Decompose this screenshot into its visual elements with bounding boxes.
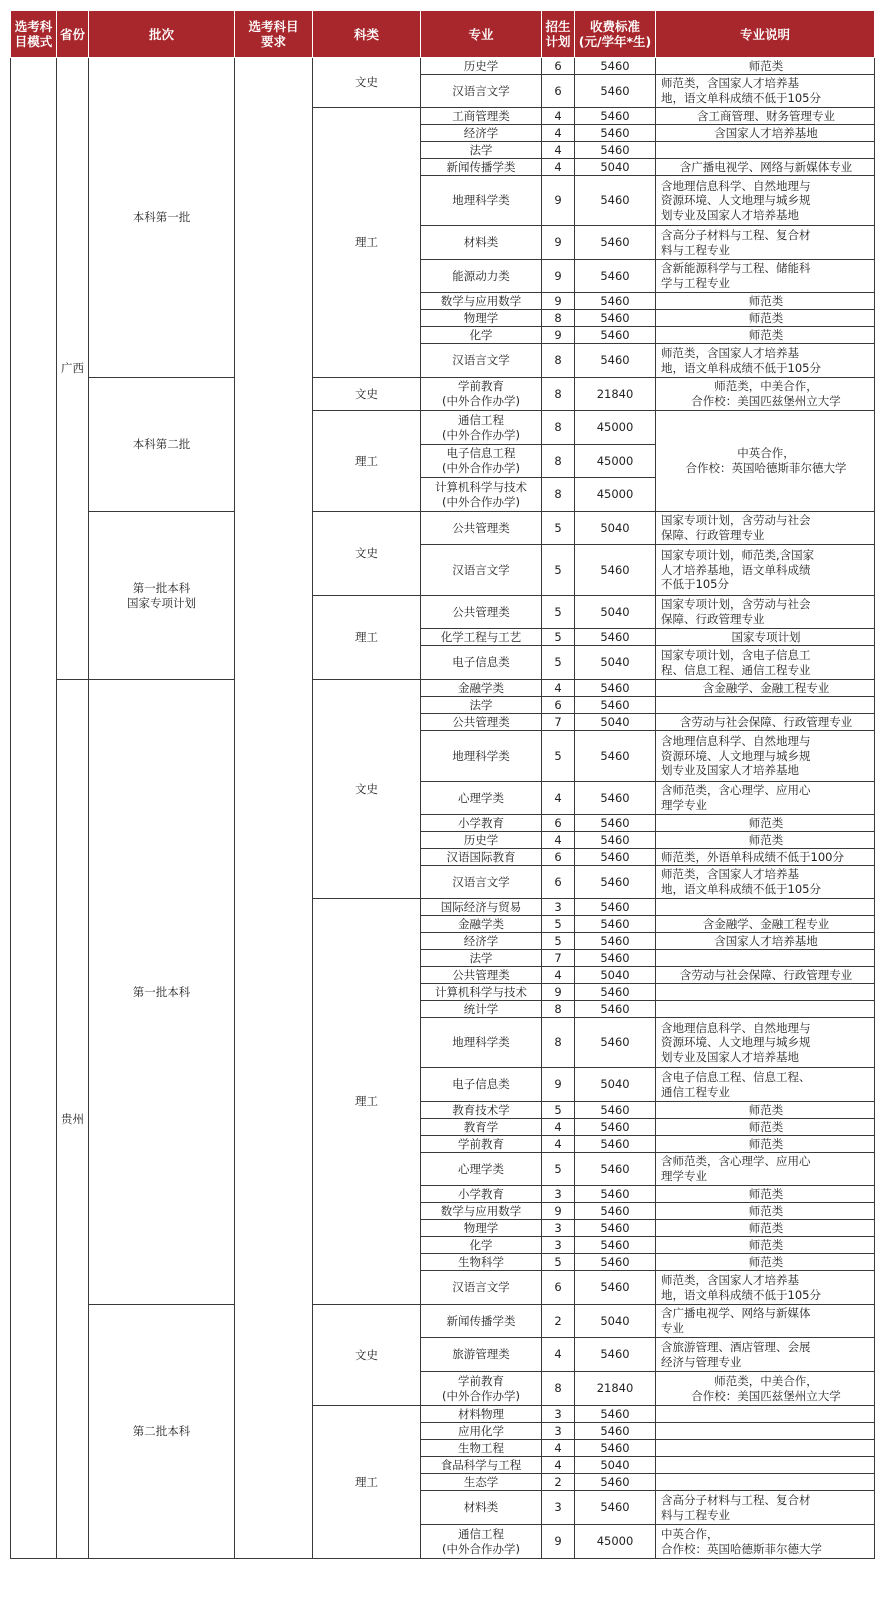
note-cell: 师范类，含国家人才培养基 地，语文单科成绩不低于105分	[656, 344, 875, 378]
note-cell: 师范类	[656, 1102, 875, 1119]
fee-cell: 5460	[575, 1491, 656, 1525]
mode-cell	[11, 58, 57, 1559]
header-major: 专业	[421, 11, 542, 58]
major-cell: 物理学	[421, 1220, 542, 1237]
fee-cell: 21840	[575, 1372, 656, 1406]
plan-cell: 3	[542, 1237, 575, 1254]
note-cell: 师范类	[656, 1220, 875, 1237]
plan-cell: 4	[542, 1457, 575, 1474]
note-cell: 含国家人才培养基地	[656, 125, 875, 142]
plan-cell: 8	[542, 445, 575, 478]
major-cell: 计算机科学与技术 (中外合作办学)	[421, 478, 542, 512]
fee-cell: 5460	[575, 545, 656, 596]
major-cell: 经济学	[421, 125, 542, 142]
note-cell: 国家专项计划，含劳动与社会 保障、行政管理专业	[656, 596, 875, 629]
note-cell: 国家专项计划，含劳动与社会 保障、行政管理专业	[656, 512, 875, 545]
note-cell: 师范类，含国家人才培养基 地，语文单科成绩不低于105分	[656, 1271, 875, 1305]
major-cell: 心理学类	[421, 782, 542, 815]
plan-cell: 6	[542, 815, 575, 832]
note-cell	[656, 1457, 875, 1474]
plan-cell: 8	[542, 378, 575, 411]
fee-cell: 5460	[575, 1220, 656, 1237]
fee-cell: 5460	[575, 344, 656, 378]
plan-cell: 4	[542, 1119, 575, 1136]
plan-cell: 3	[542, 1423, 575, 1440]
major-cell: 电子信息类	[421, 1068, 542, 1102]
note-cell: 含广播电视学、网络与新媒体 专业	[656, 1305, 875, 1338]
plan-cell: 5	[542, 1102, 575, 1119]
major-cell: 汉语国际教育	[421, 849, 542, 866]
note-cell: 师范类	[656, 1119, 875, 1136]
plan-cell: 5	[542, 933, 575, 950]
major-cell: 计算机科学与技术	[421, 984, 542, 1001]
note-cell: 国家专项计划，师范类,含国家 人才培养基地，语文单科成绩 不低于105分	[656, 545, 875, 596]
note-cell	[656, 984, 875, 1001]
note-cell: 含师范类，含心理学、应用心 理学专业	[656, 1153, 875, 1186]
note-cell: 含金融学、金融工程专业	[656, 916, 875, 933]
major-cell: 化学	[421, 1237, 542, 1254]
major-cell: 化学	[421, 327, 542, 344]
fee-cell: 5460	[575, 1186, 656, 1203]
plan-cell: 2	[542, 1305, 575, 1338]
plan-cell: 5	[542, 545, 575, 596]
subject-req-cell	[235, 58, 313, 1559]
note-cell: 含广播电视学、网络与新媒体专业	[656, 159, 875, 176]
major-cell: 生物工程	[421, 1440, 542, 1457]
note-cell: 含高分子材料与工程、复合材 料与工程专业	[656, 1491, 875, 1525]
plan-cell: 6	[542, 849, 575, 866]
fee-cell: 5040	[575, 1068, 656, 1102]
major-cell: 心理学类	[421, 1153, 542, 1186]
fee-cell: 5460	[575, 1136, 656, 1153]
fee-cell: 5040	[575, 159, 656, 176]
major-cell: 法学	[421, 950, 542, 967]
table-body	[11, 58, 875, 1559]
table-row	[11, 58, 875, 75]
plan-cell: 7	[542, 950, 575, 967]
plan-cell: 9	[542, 176, 575, 226]
plan-cell: 3	[542, 1491, 575, 1525]
plan-cell: 6	[542, 1271, 575, 1305]
fee-cell: 45000	[575, 1525, 656, 1559]
fee-cell: 5460	[575, 731, 656, 782]
major-cell: 汉语言文学	[421, 75, 542, 108]
note-cell: 含劳动与社会保障、行政管理专业	[656, 967, 875, 984]
plan-cell: 4	[542, 832, 575, 849]
fee-cell: 5460	[575, 327, 656, 344]
major-cell: 法学	[421, 142, 542, 159]
plan-cell: 5	[542, 731, 575, 782]
note-cell	[656, 1406, 875, 1423]
plan-cell: 4	[542, 1338, 575, 1372]
note-cell: 国家专项计划，含电子信息工 程、信息工程、通信工程专业	[656, 646, 875, 680]
category-cell: 理工	[313, 1406, 421, 1559]
category-cell: 理工	[313, 411, 421, 512]
major-cell: 汉语言文学	[421, 866, 542, 899]
major-cell: 汉语言文学	[421, 344, 542, 378]
major-cell: 学前教育 (中外合作办学)	[421, 1372, 542, 1406]
major-cell: 教育学	[421, 1119, 542, 1136]
fee-cell: 5460	[575, 1474, 656, 1491]
note-cell: 师范类	[656, 1136, 875, 1153]
plan-cell: 9	[542, 1068, 575, 1102]
note-cell: 含旅游管理、酒店管理、会展 经济与管理专业	[656, 1338, 875, 1372]
fee-cell: 5460	[575, 933, 656, 950]
plan-cell: 5	[542, 596, 575, 629]
major-cell: 汉语言文学	[421, 1271, 542, 1305]
plan-cell: 8	[542, 1018, 575, 1068]
plan-cell: 9	[542, 293, 575, 310]
category-cell: 理工	[313, 899, 421, 1305]
fee-cell: 45000	[575, 478, 656, 512]
category-cell: 文史	[313, 378, 421, 411]
plan-cell: 9	[542, 260, 575, 293]
major-cell: 电子信息工程 (中外合作办学)	[421, 445, 542, 478]
major-cell: 小学教育	[421, 1186, 542, 1203]
major-cell: 新闻传播学类	[421, 159, 542, 176]
note-cell	[656, 1423, 875, 1440]
plan-cell: 4	[542, 159, 575, 176]
fee-cell: 5460	[575, 142, 656, 159]
plan-cell: 4	[542, 680, 575, 697]
category-cell: 文史	[313, 1305, 421, 1406]
major-cell: 学前教育	[421, 1136, 542, 1153]
plan-cell: 3	[542, 1406, 575, 1423]
fee-cell: 5460	[575, 815, 656, 832]
plan-cell: 9	[542, 1203, 575, 1220]
plan-cell: 5	[542, 1254, 575, 1271]
fee-cell: 5460	[575, 984, 656, 1001]
major-cell: 历史学	[421, 832, 542, 849]
header-mode: 选考科 目模式	[11, 11, 57, 58]
category-cell: 文史	[313, 680, 421, 899]
plan-cell: 4	[542, 125, 575, 142]
major-cell: 历史学	[421, 58, 542, 75]
major-cell: 通信工程 (中外合作办学)	[421, 1525, 542, 1559]
major-cell: 金融学类	[421, 680, 542, 697]
major-cell: 汉语言文学	[421, 545, 542, 596]
plan-cell: 4	[542, 967, 575, 984]
note-cell: 中英合作， 合作校：英国哈德斯菲尔德大学	[656, 1525, 875, 1559]
note-cell: 师范类	[656, 293, 875, 310]
fee-cell: 5460	[575, 1440, 656, 1457]
major-cell: 法学	[421, 697, 542, 714]
major-cell: 旅游管理类	[421, 1338, 542, 1372]
major-cell: 食品科学与工程	[421, 1457, 542, 1474]
fee-cell: 5460	[575, 1119, 656, 1136]
note-cell	[656, 1474, 875, 1491]
major-cell: 能源动力类	[421, 260, 542, 293]
header-category: 科类	[313, 11, 421, 58]
major-cell: 材料类	[421, 1491, 542, 1525]
plan-cell: 6	[542, 58, 575, 75]
fee-cell: 5460	[575, 226, 656, 260]
plan-cell: 5	[542, 916, 575, 933]
header-plan: 招生 计划	[542, 11, 575, 58]
plan-cell: 4	[542, 782, 575, 815]
note-cell: 含地理信息科学、自然地理与 资源环境、人文地理与城乡规 划专业及国家人才培养基地	[656, 731, 875, 782]
major-cell: 材料物理	[421, 1406, 542, 1423]
plan-cell: 5	[542, 1153, 575, 1186]
fee-cell: 5460	[575, 293, 656, 310]
plan-cell: 8	[542, 478, 575, 512]
category-cell: 理工	[313, 596, 421, 680]
note-cell: 含劳动与社会保障、行政管理专业	[656, 714, 875, 731]
note-cell: 中英合作， 合作校：英国哈德斯菲尔德大学	[656, 411, 875, 512]
major-cell: 金融学类	[421, 916, 542, 933]
header-province: 省份	[57, 11, 89, 58]
fee-cell: 5040	[575, 714, 656, 731]
fee-cell: 5460	[575, 125, 656, 142]
major-cell: 经济学	[421, 933, 542, 950]
fee-cell: 5460	[575, 866, 656, 899]
batch-cell: 第一批本科 国家专项计划	[89, 512, 235, 680]
fee-cell: 5460	[575, 1018, 656, 1068]
plan-cell: 8	[542, 344, 575, 378]
major-cell: 新闻传播学类	[421, 1305, 542, 1338]
note-cell: 师范类，中美合作， 合作校：美国匹兹堡州立大学	[656, 378, 875, 411]
fee-cell: 5460	[575, 899, 656, 916]
plan-cell: 9	[542, 1525, 575, 1559]
major-cell: 公共管理类	[421, 596, 542, 629]
header-batch: 批次	[89, 11, 235, 58]
plan-cell: 9	[542, 327, 575, 344]
fee-cell: 5040	[575, 596, 656, 629]
major-cell: 公共管理类	[421, 512, 542, 545]
province-cell: 贵州	[57, 680, 89, 1559]
header-note: 专业说明	[656, 11, 875, 58]
header-fee: 收费标准 (元/学年*生)	[575, 11, 656, 58]
major-cell: 应用化学	[421, 1423, 542, 1440]
plan-cell: 2	[542, 1474, 575, 1491]
fee-cell: 5460	[575, 629, 656, 646]
plan-cell: 3	[542, 1220, 575, 1237]
major-cell: 公共管理类	[421, 714, 542, 731]
major-cell: 材料类	[421, 226, 542, 260]
plan-cell: 8	[542, 1001, 575, 1018]
plan-cell: 6	[542, 866, 575, 899]
fee-cell: 5460	[575, 1254, 656, 1271]
note-cell: 师范类	[656, 832, 875, 849]
major-cell: 数学与应用数学	[421, 293, 542, 310]
note-cell	[656, 697, 875, 714]
note-cell: 师范类	[656, 1254, 875, 1271]
plan-cell: 8	[542, 411, 575, 445]
fee-cell: 5460	[575, 176, 656, 226]
fee-cell: 5460	[575, 680, 656, 697]
fee-cell: 5040	[575, 512, 656, 545]
note-cell: 师范类	[656, 327, 875, 344]
fee-cell: 45000	[575, 411, 656, 445]
major-cell: 生态学	[421, 1474, 542, 1491]
fee-cell: 5460	[575, 108, 656, 125]
major-cell: 学前教育 (中外合作办学)	[421, 378, 542, 411]
note-cell: 师范类	[656, 1237, 875, 1254]
plan-cell: 4	[542, 108, 575, 125]
fee-cell: 5460	[575, 1338, 656, 1372]
major-cell: 化学工程与工艺	[421, 629, 542, 646]
fee-cell: 5460	[575, 782, 656, 815]
major-cell: 数学与应用数学	[421, 1203, 542, 1220]
note-cell: 师范类，含国家人才培养基 地，语文单科成绩不低于105分	[656, 866, 875, 899]
fee-cell: 5460	[575, 849, 656, 866]
category-cell: 文史	[313, 58, 421, 108]
plan-cell: 9	[542, 984, 575, 1001]
major-cell: 生物科学	[421, 1254, 542, 1271]
major-cell: 小学教育	[421, 815, 542, 832]
major-cell: 地理科学类	[421, 176, 542, 226]
category-cell: 理工	[313, 108, 421, 378]
fee-cell: 5460	[575, 1423, 656, 1440]
major-cell: 通信工程 (中外合作办学)	[421, 411, 542, 445]
fee-cell: 5460	[575, 1203, 656, 1220]
note-cell: 师范类，含国家人才培养基 地，语文单科成绩不低于105分	[656, 75, 875, 108]
note-cell	[656, 1001, 875, 1018]
note-cell: 含电子信息工程、信息工程、 通信工程专业	[656, 1068, 875, 1102]
note-cell: 国家专项计划	[656, 629, 875, 646]
plan-cell: 3	[542, 899, 575, 916]
plan-cell: 6	[542, 697, 575, 714]
note-cell: 含师范类，含心理学、应用心 理学专业	[656, 782, 875, 815]
note-cell: 师范类	[656, 815, 875, 832]
fee-cell: 5460	[575, 697, 656, 714]
plan-cell: 4	[542, 1136, 575, 1153]
fee-cell: 5460	[575, 1001, 656, 1018]
note-cell: 含工商管理、财务管理专业	[656, 108, 875, 125]
fee-cell: 5460	[575, 950, 656, 967]
plan-cell: 8	[542, 310, 575, 327]
batch-cell: 本科第一批	[89, 58, 235, 378]
category-cell: 文史	[313, 512, 421, 596]
header-row	[11, 11, 875, 58]
fee-cell: 5460	[575, 1237, 656, 1254]
note-cell: 含金融学、金融工程专业	[656, 680, 875, 697]
major-cell: 统计学	[421, 1001, 542, 1018]
plan-cell: 6	[542, 75, 575, 108]
note-cell: 师范类	[656, 1186, 875, 1203]
note-cell	[656, 142, 875, 159]
admission-plan-table-container	[10, 10, 875, 1559]
plan-cell: 3	[542, 1186, 575, 1203]
major-cell: 物理学	[421, 310, 542, 327]
province-cell: 广西	[57, 58, 89, 680]
major-cell: 地理科学类	[421, 731, 542, 782]
note-cell: 师范类，中美合作， 合作校：美国匹兹堡州立大学	[656, 1372, 875, 1406]
note-cell: 含地理信息科学、自然地理与 资源环境、人文地理与城乡规 划专业及国家人才培养基地	[656, 1018, 875, 1068]
fee-cell: 5460	[575, 310, 656, 327]
table-row	[11, 1305, 875, 1338]
plan-cell: 7	[542, 714, 575, 731]
batch-cell: 第二批本科	[89, 1305, 235, 1559]
fee-cell: 5460	[575, 75, 656, 108]
fee-cell: 5460	[575, 1102, 656, 1119]
batch-cell: 第一批本科	[89, 680, 235, 1305]
fee-cell: 5460	[575, 832, 656, 849]
plan-cell: 4	[542, 1440, 575, 1457]
plan-cell: 8	[542, 1372, 575, 1406]
note-cell: 含国家人才培养基地	[656, 933, 875, 950]
fee-cell: 21840	[575, 378, 656, 411]
fee-cell: 5040	[575, 1305, 656, 1338]
major-cell: 国际经济与贸易	[421, 899, 542, 916]
header-subject-req: 选考科目 要求	[235, 11, 313, 58]
fee-cell: 45000	[575, 445, 656, 478]
fee-cell: 5460	[575, 1406, 656, 1423]
note-cell: 师范类	[656, 58, 875, 75]
note-cell: 师范类，外语单科成绩不低于100分	[656, 849, 875, 866]
note-cell	[656, 899, 875, 916]
plan-cell: 4	[542, 142, 575, 159]
fee-cell: 5460	[575, 58, 656, 75]
note-cell	[656, 950, 875, 967]
note-cell	[656, 1440, 875, 1457]
major-cell: 地理科学类	[421, 1018, 542, 1068]
plan-cell: 5	[542, 629, 575, 646]
plan-cell: 5	[542, 646, 575, 680]
major-cell: 教育技术学	[421, 1102, 542, 1119]
fee-cell: 5040	[575, 646, 656, 680]
admission-plan-table	[10, 10, 875, 1559]
major-cell: 公共管理类	[421, 967, 542, 984]
plan-cell: 9	[542, 226, 575, 260]
table-row	[11, 512, 875, 545]
note-cell: 师范类	[656, 1203, 875, 1220]
batch-cell: 本科第二批	[89, 378, 235, 512]
note-cell: 含新能源科学与工程、储能科 学与工程专业	[656, 260, 875, 293]
note-cell: 师范类	[656, 310, 875, 327]
fee-cell: 5460	[575, 916, 656, 933]
fee-cell: 5040	[575, 1457, 656, 1474]
fee-cell: 5460	[575, 1271, 656, 1305]
fee-cell: 5460	[575, 260, 656, 293]
major-cell: 工商管理类	[421, 108, 542, 125]
fee-cell: 5460	[575, 1153, 656, 1186]
fee-cell: 5040	[575, 967, 656, 984]
note-cell: 含高分子材料与工程、复合材 料与工程专业	[656, 226, 875, 260]
major-cell: 电子信息类	[421, 646, 542, 680]
note-cell: 含地理信息科学、自然地理与 资源环境、人文地理与城乡规 划专业及国家人才培养基地	[656, 176, 875, 226]
plan-cell: 5	[542, 512, 575, 545]
table-row	[11, 680, 875, 697]
table-row	[11, 378, 875, 411]
